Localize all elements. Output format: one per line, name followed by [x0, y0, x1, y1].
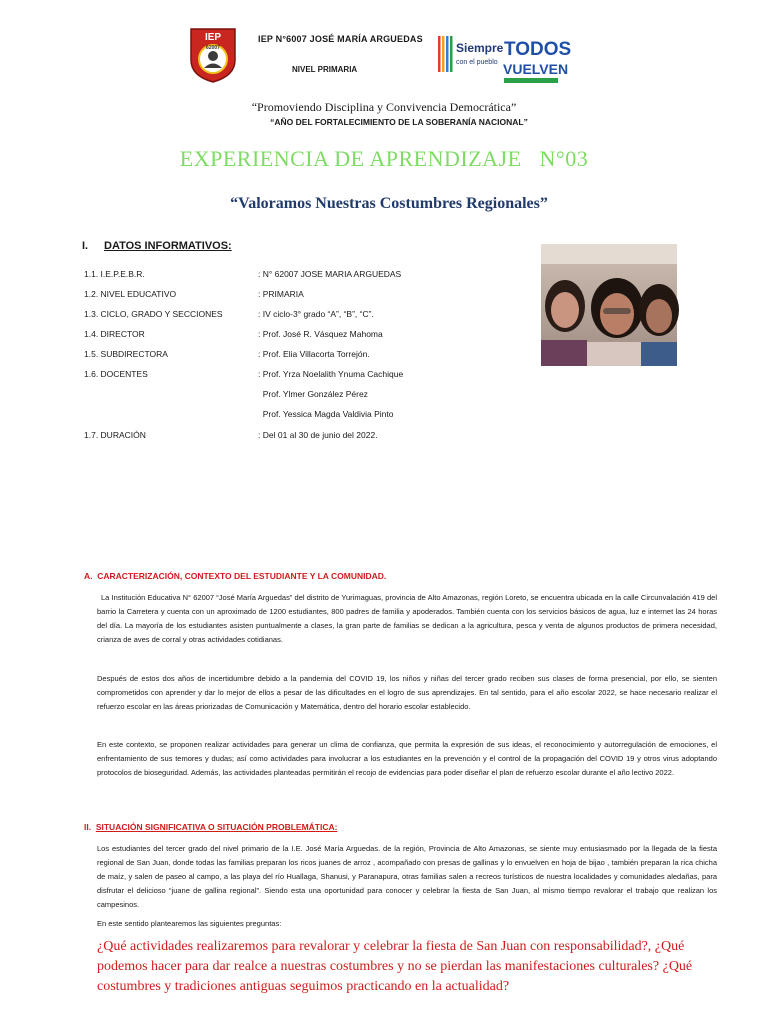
- year-name: “AÑO DEL FORTALECIMIENTO DE LA SOBERANÍA NACIONAL”: [270, 117, 528, 127]
- section-a-paragraph-3: En este contexto, se proponen realizar actividades para generar un clima de confianza, que permita la expresión de sus ideas, el reconocimiento y autorregulación de emociones, el enfrentamiento de sus temores y dudas; así como actividades para involucrar a los estudiantes en la prevención y el control de la propagación del COVID 19 y otros virus adoptando protocolos de bioseguridad. Además, las actividades planteadas permitirán el recojo de evidencias para poder diseñar el plan de refuerzo escolar durante el año lectivo 2022.: [97, 740, 717, 777]
- info-value-5: : Prof. Elia Villacorta Torrejón.: [258, 349, 370, 359]
- document-subtitle: “Valoramos Nuestras Costumbres Regionales”: [230, 195, 548, 212]
- todos-vuelven-logo: [502, 36, 572, 86]
- info-label-4: 1.4. DIRECTOR: [84, 329, 145, 339]
- teachers-photo: [541, 244, 677, 366]
- document-title: EXPERIENCIA DE APRENDIZAJE N°03: [179, 146, 589, 171]
- info-value-3: : IV ciclo-3° grado “A”, “B”, “C”.: [258, 309, 374, 319]
- info-label-3: 1.3. CICLO, GRADO Y SECCIONES: [84, 309, 223, 319]
- section-2-label: SITUACIÓN SIGNIFICATIVA O SITUACIÓN PROBLEMÁTICA:: [95, 822, 338, 832]
- motto: “Promoviendo Disciplina y Convivencia Democrática”: [251, 100, 517, 114]
- logo-text: IEP: [204, 32, 222, 43]
- pueblo-text: con el pueblo: [456, 59, 498, 66]
- guiding-questions: ¿Qué actividades realizaremos para revalorar y celebrar la fiesta de San Juan con responsabilidad?, ¿Qué podemos hacer para dar realce a nuestras costumbres y no se pierdan las manifestaciones culturales? ¿Qué costumbres y tradiciones antiguas seguimos practicando en la actualidad?: [97, 939, 693, 994]
- section-1-heading: [82, 240, 232, 252]
- section-1-number: I.: [82, 240, 89, 252]
- info-label-6: 1.6. DOCENTES: [84, 369, 148, 379]
- school-level: NIVEL PRIMARIA: [292, 65, 358, 74]
- siempre-text: Siempre: [456, 41, 504, 55]
- school-name: IEP N°6007 JOSÉ MARÍA ARGUEDAS: [258, 34, 423, 44]
- info-value-7: Prof. Ylmer González Pérez: [258, 389, 368, 399]
- vuelven-text: VUELVEN: [503, 61, 569, 77]
- info-value-6: : Prof. Yrza Noelalith Ynuma Cachique: [258, 369, 404, 379]
- info-value-9: : Del 01 al 30 de junio del 2022.: [258, 430, 378, 440]
- section-2-paragraph-1: Los estudiantes del tercer grado del nivel primario de la I.E. José María Arguedas. de la región, Provincia de Alto Amazonas, se siente muy entusiasmado por la llegada de la fiesta regional de San Juan, donde todas las familias preparan los ricos juanes de arroz , acompañado con presas de gallinas y lo envuelven en hoja de bijao , también preparan la rica chicha de maíz, y salen de paseo al campo, a las playa del río Huallaga, Shanusi, y Paranapura, otras familias salen a recreos turísticos de nuestra localidades y comunidades aledañas, para disfrutar el delicioso “juane de gallina regional”. Siendo esta una oportunidad para conocer y celebrar la fiesta de San Juan, al mismo tiempo revalorar el trabajo que realizan los campesinos.: [97, 844, 717, 909]
- info-value-4: : Prof. José R. Vásquez Mahoma: [258, 329, 383, 339]
- info-label-9: 1.7. DURACIÓN: [84, 430, 146, 440]
- school-logo: [188, 26, 238, 84]
- siempre-logo: [436, 32, 504, 78]
- section-1-label: DATOS INFORMATIVOS:: [104, 240, 232, 252]
- section-a-paragraph-2: Después de estos dos años de incertidumbre debido a la pandemia del COVID 19, los niños y niñas del tercer grado reciben sus clases de forma presencial, por ello, se sienten comprometidos con aprender y dar lo mejor de ellos a pesar de las dificultades en el logro de sus aprendizajes. En tal sentido, para el año escolar 2022, se hace necesario realizar el refuerzo escolar en las áreas priorizadas de Comunicación y Matemática, dentro del horario escolar establecido.: [97, 674, 717, 711]
- section-2-number: II.: [84, 822, 92, 832]
- section-2-heading: [84, 822, 337, 832]
- info-value-1: : N° 62007 JOSE MARIA ARGUEDAS: [258, 269, 402, 279]
- section-a-paragraph-1: La Institución Educativa N° 62007 “José María Arguedas” del distrito de Yurimaguas, provincia de Alto Amazonas, región Loreto, se encuentra ubicada en la calle Circunvalación 419 del barrio la Carretera y cuenta con un aproximado de 1200 estudiantes, 800 padres de familia y apoderados. También cuenta con los servicios básicos de agua, luz e internet las 24 horas del día. La mayoría de los estudiantes asisten puntualmente a clases, la gran parte de familias se dedican a la agricultura, pesca y venta de algunos productos de primera necesidad, crianza de aves de corral y otras actividades cotidianas.: [97, 593, 717, 644]
- info-label-5: 1.5. SUBDIRECTORA: [84, 349, 168, 359]
- logo-number: 62007: [206, 45, 220, 51]
- info-value-2: : PRIMARIA: [258, 289, 304, 299]
- todos-text: TODOS: [504, 39, 572, 60]
- info-label-1: 1.1. I.E.P.E.B.R.: [84, 269, 145, 279]
- section-a-heading: A. CARACTERIZACIÓN, CONTEXTO DEL ESTUDIANTE Y LA COMUNIDAD.: [84, 571, 387, 581]
- section-2-paragraph-2: En este sentido plantearemos las siguientes preguntas:: [97, 919, 282, 928]
- info-label-2: 1.2. NIVEL EDUCATIVO: [84, 289, 177, 299]
- info-value-8: Prof. Yessica Magda Valdivia Pinto: [258, 409, 394, 419]
